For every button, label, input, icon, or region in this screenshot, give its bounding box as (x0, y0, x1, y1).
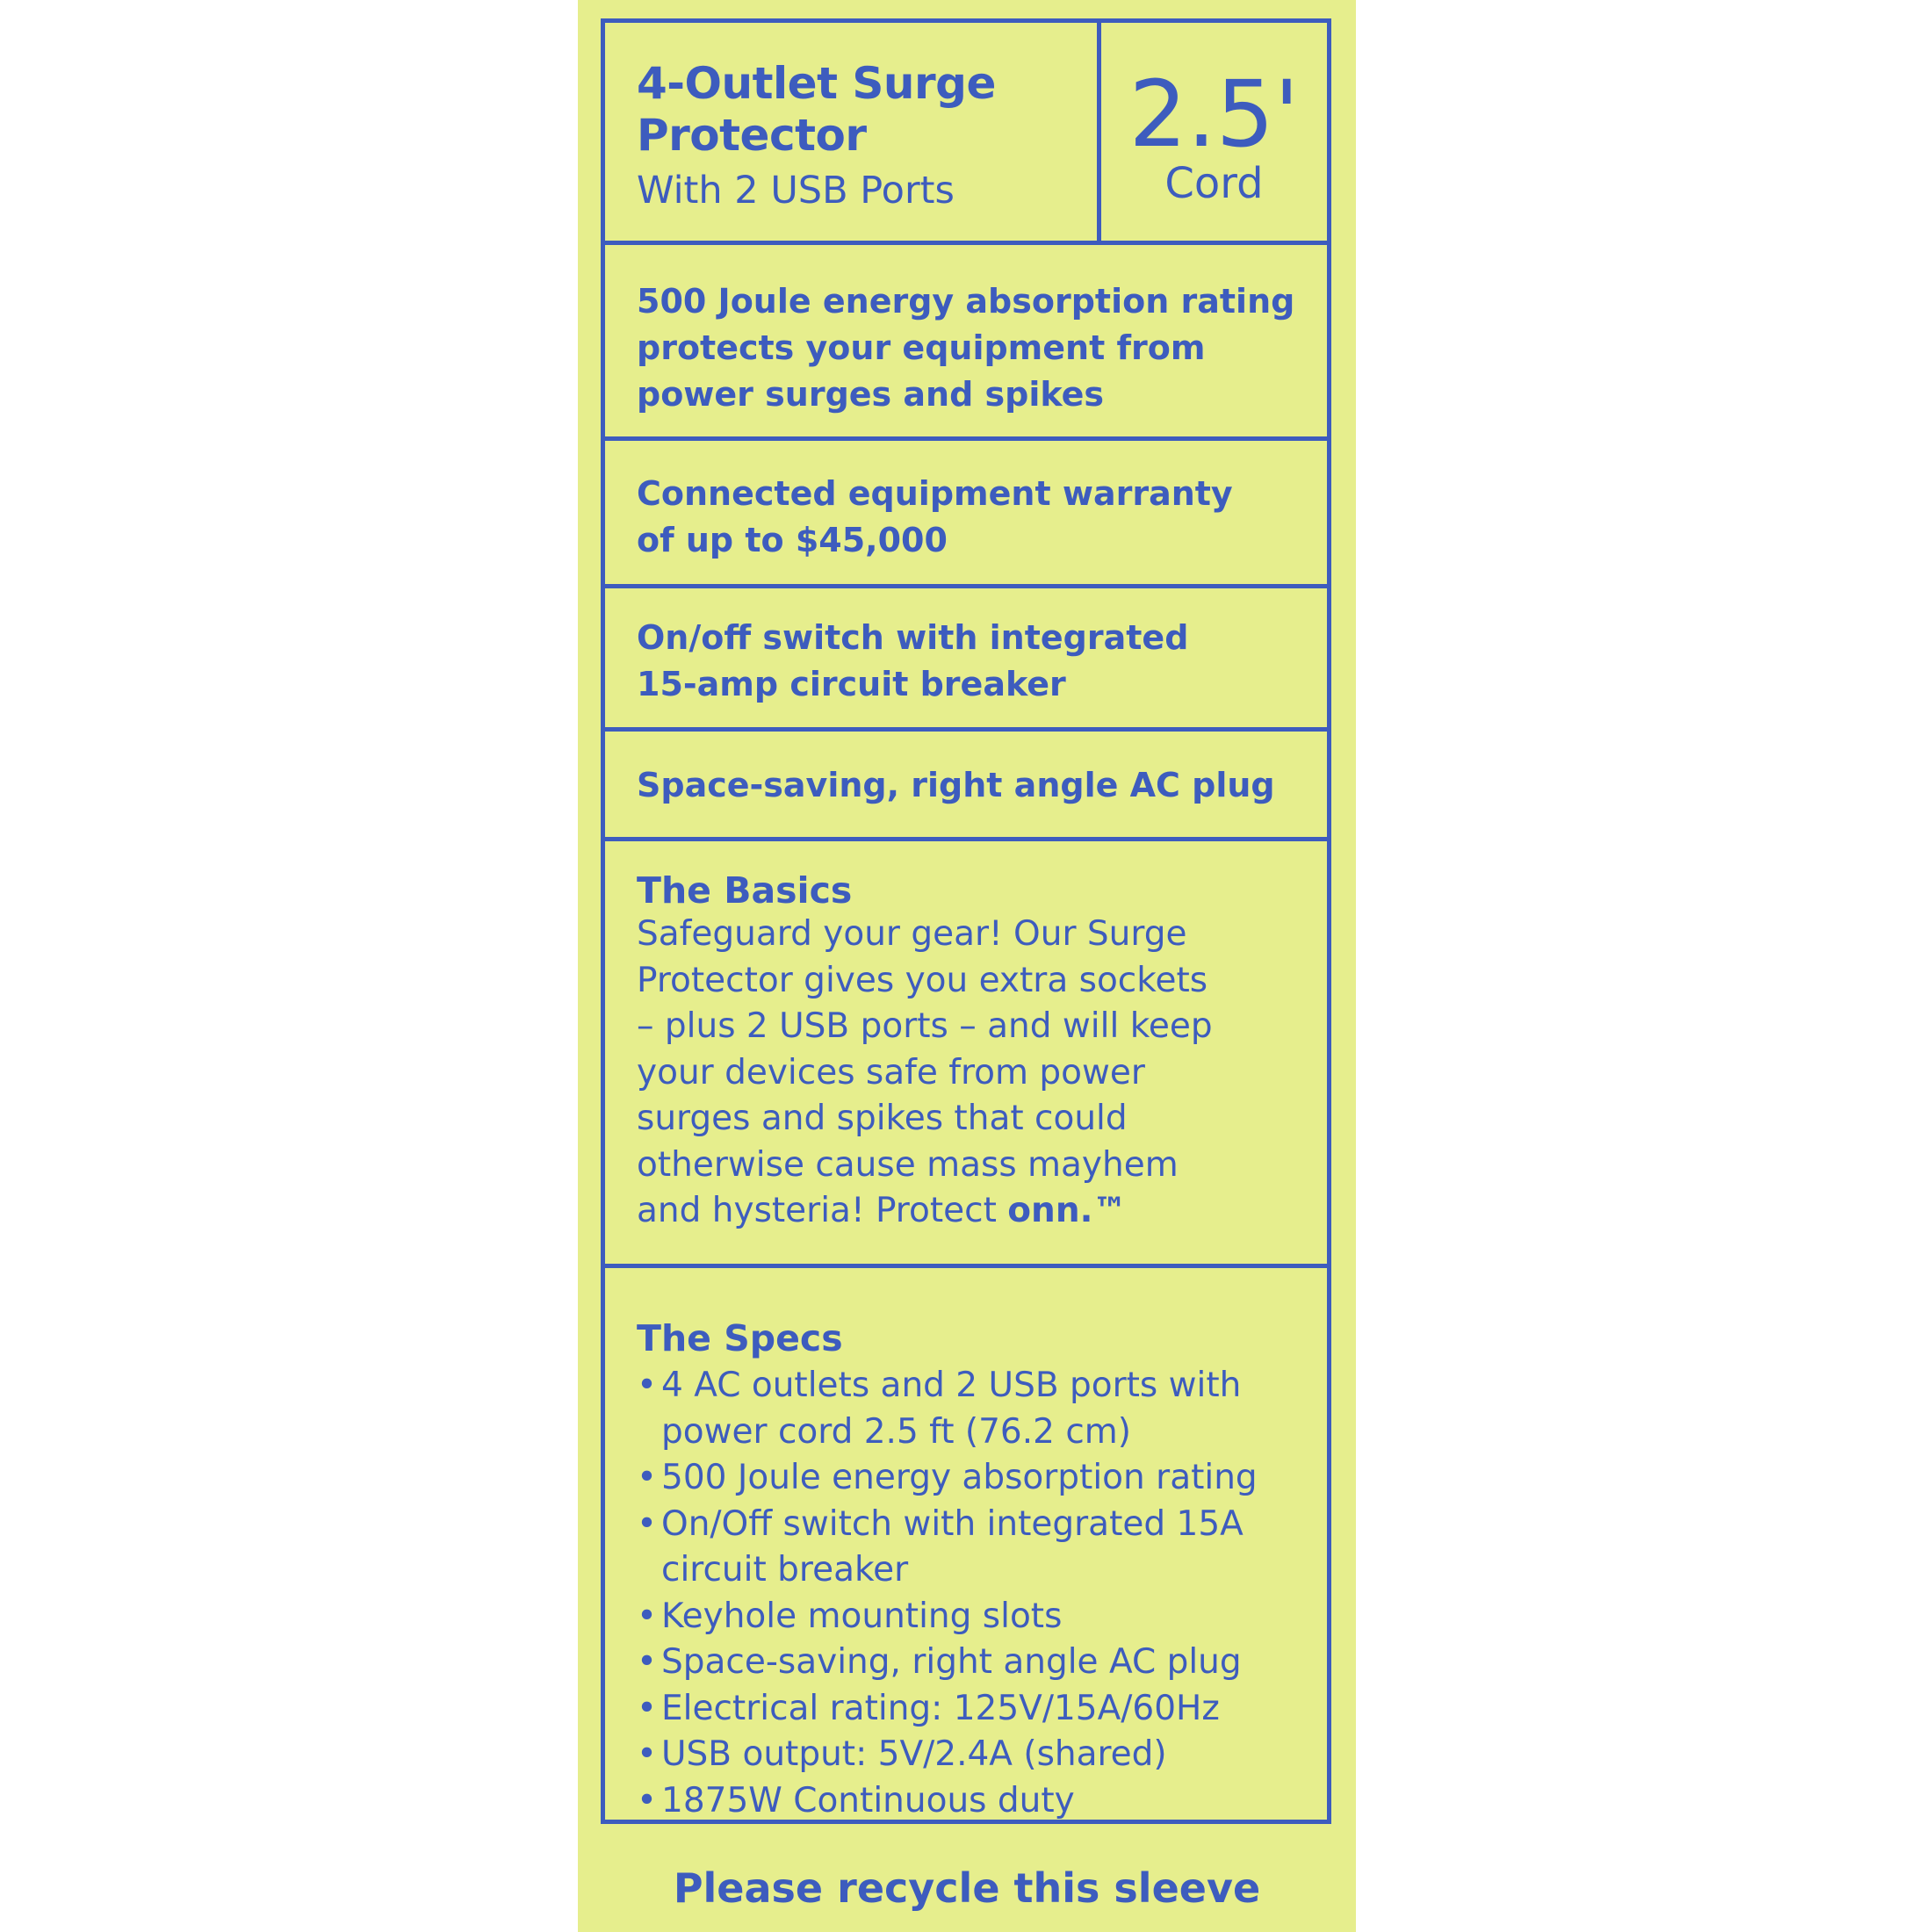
recycle-notice: Please recycle this sleeve (673, 1864, 1261, 1912)
feature-line: power surges and spikes (637, 375, 1104, 414)
feature-line: On/off switch with integrated (637, 618, 1189, 657)
spec-item: • 1875W Continuous duty (637, 1778, 1258, 1825)
feature-joule-row (605, 245, 1327, 441)
basics-title: The Basics (637, 869, 853, 912)
spec-item-continuation: circuit breaker (661, 1550, 909, 1590)
feature-line: 500 Joule energy absorption rating (637, 282, 1295, 321)
spec-item: • Space-saving, right angle AC plug (637, 1640, 1258, 1686)
basics-line: your devices safe from power (637, 1052, 1145, 1092)
specs-list (637, 1363, 1258, 1824)
spec-item: • On/Off switch with integrated 15A (637, 1502, 1258, 1548)
feature-line: Space-saving, right angle AC plug (637, 766, 1275, 804)
feature-joule-text (637, 278, 1294, 418)
feature-line: 15-amp circuit breaker (637, 665, 1066, 703)
basics-line: surges and spikes that could (637, 1099, 1128, 1138)
basics-body (637, 912, 1213, 1235)
spec-item: • Electrical rating: 125V/15A/60Hz (637, 1686, 1258, 1733)
feature-line: protects your equipment from (637, 328, 1206, 367)
feature-plug-row (605, 732, 1327, 841)
cord-length: 2.5' (1128, 61, 1300, 168)
specs-section (605, 1268, 1327, 1820)
product-subtitle: With 2 USB Ports (637, 169, 955, 213)
basics-line: otherwise cause mass mayhem (637, 1144, 1179, 1185)
spec-item: • USB output: 5V/2.4A (shared) (637, 1732, 1258, 1778)
spec-item: • Keyhole mounting slots (637, 1594, 1258, 1640)
spec-item: • 4 AC outlets and 2 USB ports with (637, 1363, 1258, 1409)
spec-item-continuation: power cord 2.5 ft (76.2 cm) (661, 1411, 1131, 1452)
product-sleeve (578, 0, 1356, 1932)
specs-title: The Specs (637, 1317, 843, 1359)
info-panel (601, 18, 1331, 1824)
header-title-cell (605, 23, 1101, 241)
cord-label: Cord (1164, 159, 1264, 208)
feature-line: of up to $45,000 (637, 521, 948, 559)
feature-switch-row (605, 588, 1327, 732)
feature-line: Connected equipment warranty (637, 474, 1233, 513)
basics-line: Safeguard your gear! Our Surge (637, 914, 1187, 954)
product-title (637, 58, 1093, 162)
basics-section (605, 841, 1327, 1268)
basics-last-line-text: and hysteria! Protect (637, 1191, 1008, 1230)
basics-line: Protector gives you extra sockets (637, 960, 1208, 1000)
feature-switch-text (637, 615, 1188, 708)
title-line-1: 4-Outlet Surge (637, 58, 996, 109)
feature-warranty-row (605, 441, 1327, 588)
header-row (605, 23, 1327, 245)
basics-line (637, 1188, 1213, 1235)
feature-plug-text (637, 762, 1275, 809)
feature-warranty-text (637, 471, 1233, 564)
brand-name: onn.™ (1007, 1191, 1128, 1230)
title-line-2: Protector (637, 110, 867, 161)
basics-line: – plus 2 USB ports – and will keep (637, 1006, 1213, 1046)
cord-length-cell (1101, 23, 1327, 241)
spec-item: • 500 Joule energy absorption rating (637, 1455, 1258, 1502)
